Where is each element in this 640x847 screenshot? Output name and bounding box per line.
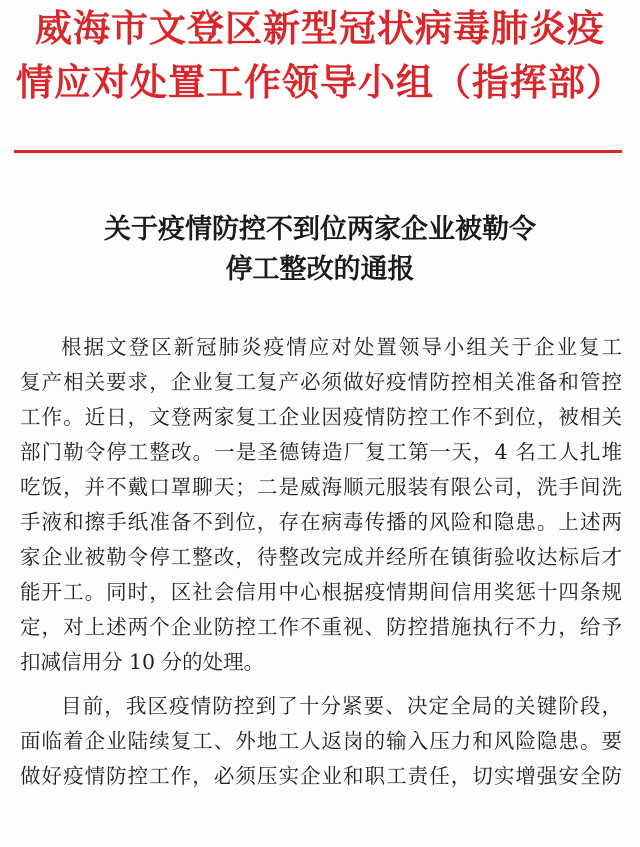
paragraph-2 — [20, 689, 622, 794]
header-line-2: 情应对处置工作领导小组（指挥部） — [16, 61, 624, 104]
body-line: 复产相关要求，企业复工复产必须做好疫情防控相关准备和管控 — [20, 370, 622, 394]
body-line: 扣减信用分 10 分的处理。 — [20, 650, 265, 674]
body-line: 吃饭，并不戴口罩聊天；二是威海顺元服装有限公司，洗手间洗 — [20, 475, 622, 499]
title-line-2: 停工整改的通报 — [225, 254, 415, 285]
body-line: 目前，我区疫情防控到了十分紧要、决定全局的关键阶段， — [61, 694, 622, 718]
issuing-authority-header — [14, 2, 626, 110]
body-line: 根据文登区新冠肺炎疫情应对处置领导小组关于企业复工 — [61, 335, 622, 359]
body-line: 手液和擦手纸准备不到位，存在病毒传播的风险和隐患。上述两 — [20, 510, 622, 534]
body-line: 能开工。同时，区社会信用中心根据疫情期间信用奖惩十四条规 — [20, 580, 622, 604]
header-line-1: 威海市文登区新型冠状病毒肺炎疫 — [35, 7, 605, 50]
body-line: 定，对上述两个企业防控工作不重视、防控措施执行不力，给予 — [20, 615, 622, 639]
body-line: 做好疫情防控工作，必须压实企业和职工责任，切实增强安全防 — [20, 764, 622, 788]
body-line: 部门勒令停工整改。一是圣德铸造厂复工第一天，4 名工人扎堆 — [20, 440, 622, 464]
body-line: 工作。近日，文登两家复工企业因疫情防控工作不到位，被相关 — [20, 405, 622, 429]
title-line-1: 关于疫情防控不到位两家企业被勒令 — [104, 214, 536, 245]
document-body — [20, 330, 622, 803]
body-line: 面临着企业陆续复工、外地工人返岗的输入压力和风险隐患。要 — [20, 729, 622, 753]
body-line: 家企业被勒令停工整改，待整改完成并经所在镇街验收达标后才 — [20, 545, 622, 569]
red-divider-line — [14, 150, 622, 153]
paragraph-1 — [20, 330, 622, 680]
document-title — [20, 210, 620, 290]
